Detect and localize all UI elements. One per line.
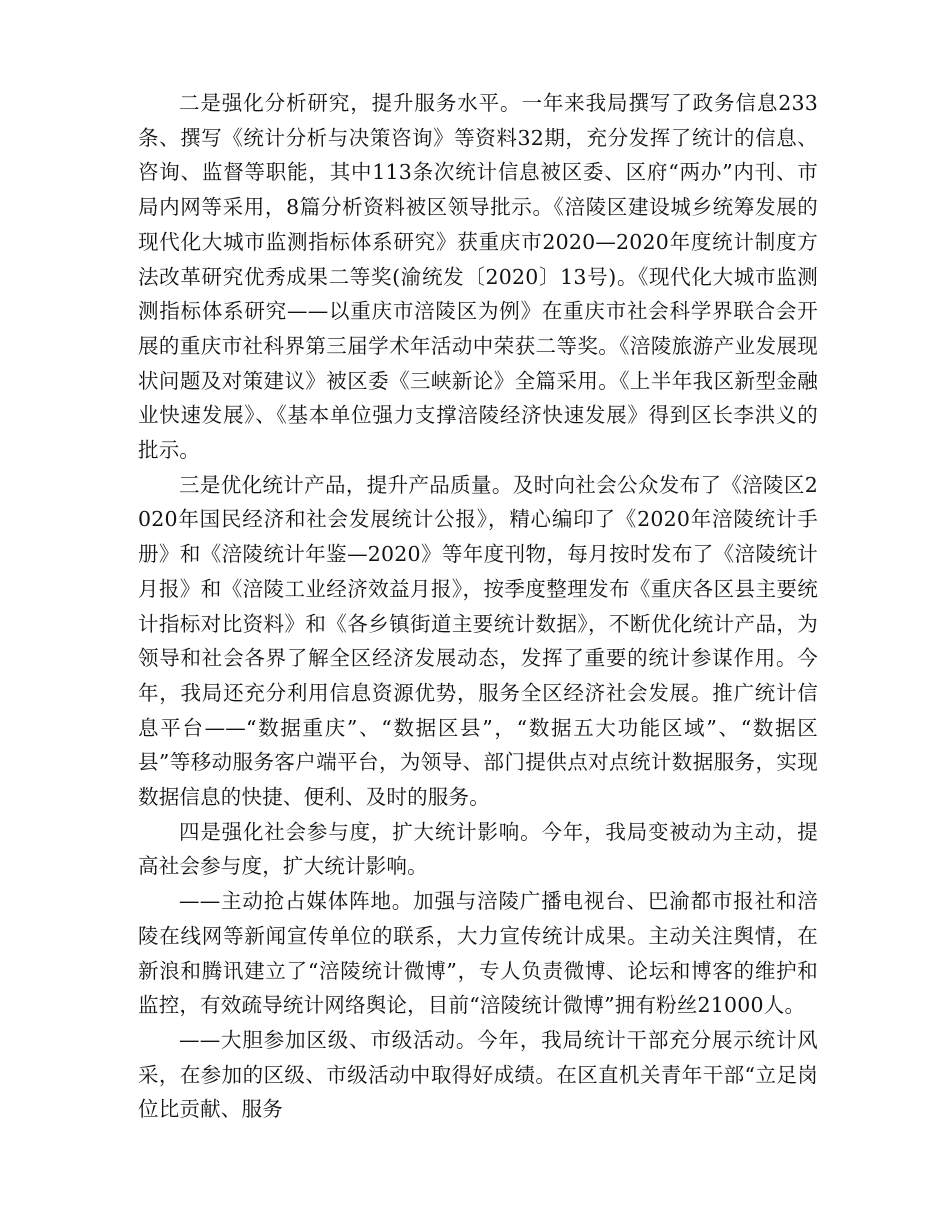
paragraph-statistical-products: 三是优化统计产品，提升产品质量。及时向社会公众发布了《涪陵区2020年国民经济和社会发展统计公报》，精心编印了《2020年涪陵统计手册》和《涪陵统计年鉴—2020》等年度刊物，每月按时发布了《涪陵统计月报》和《涪陵工业经济效益月报》，按季度整理发布《重庆各区县主要统计指标对比资料》和《各乡镇街道主要统计数据》，不断优化统计产品，为领导和社会各界了解全区经济发展动态，发挥了重要的统计参谋作用。今年，我局还充分利用信息资源优势，服务全区经济社会发展。推广统计信息平台——“数据重庆”、“数据区县”，“数据五大功能区域”、“数据区县”等移动服务客户端平台，为领导、部门提供点对点统计数据服务，实现数据信息的快捷、便利、及时的服务。 <box>138 472 818 810</box>
paragraph-analysis-research: 二是强化分析研究，提升服务水平。一年来我局撰写了政务信息233条、撰写《统计分析与决策咨询》等资料32期，充分发挥了统计的信息、咨询、监督等职能，其中113条次统计信息被区委、区府“两办”内刊、市局内网等采用，8篇分析资料被区领导批示。《涪陵区建设城乡统筹发展的现代化大城市监测指标体系研究》获重庆市2020—2020年度统计制度方法改革研究优秀成果二等奖(渝统发〔2020〕13号)。《现代化大城市监测测指标体系研究——以重庆市涪陵区为例》在重庆市社会科学界联合会开展的重庆市社科界第三届学术年活动中荣获二等奖。《涪陵旅游产业发展现状问题及对策建议》被区委《三峡新论》全篇采用。《上半年我区新型金融业快速发展》、《基本单位强力支撑涪陵经济快速发展》得到区长李洪义的批示。 <box>138 91 818 463</box>
paragraph-activities: ——大胆参加区级、市级活动。今年，我局统计干部充分展示统计风采，在参加的区级、市级活动中取得好成绩。在区直机关青年干部“立足岗位比贡献、服务 <box>138 1027 818 1122</box>
paragraph-media-outreach: ——主动抢占媒体阵地。加强与涪陵广播电视台、巴渝都市报社和涪陵在线网等新闻宣传单位的联系，大力宣传统计成果。主动关注舆情，在新浪和腾讯建立了“涪陵统计微博”，专人负责微博、论坛和博客的维护和监控，有效疏导统计网络舆论，目前“涪陵统计微博”拥有粉丝21000人。 <box>138 889 818 1018</box>
paragraph-social-participation: 四是强化社会参与度，扩大统计影响。今年，我局变被动为主动，提高社会参与度，扩大统计影响。 <box>138 819 818 879</box>
document-body <box>138 86 818 1127</box>
